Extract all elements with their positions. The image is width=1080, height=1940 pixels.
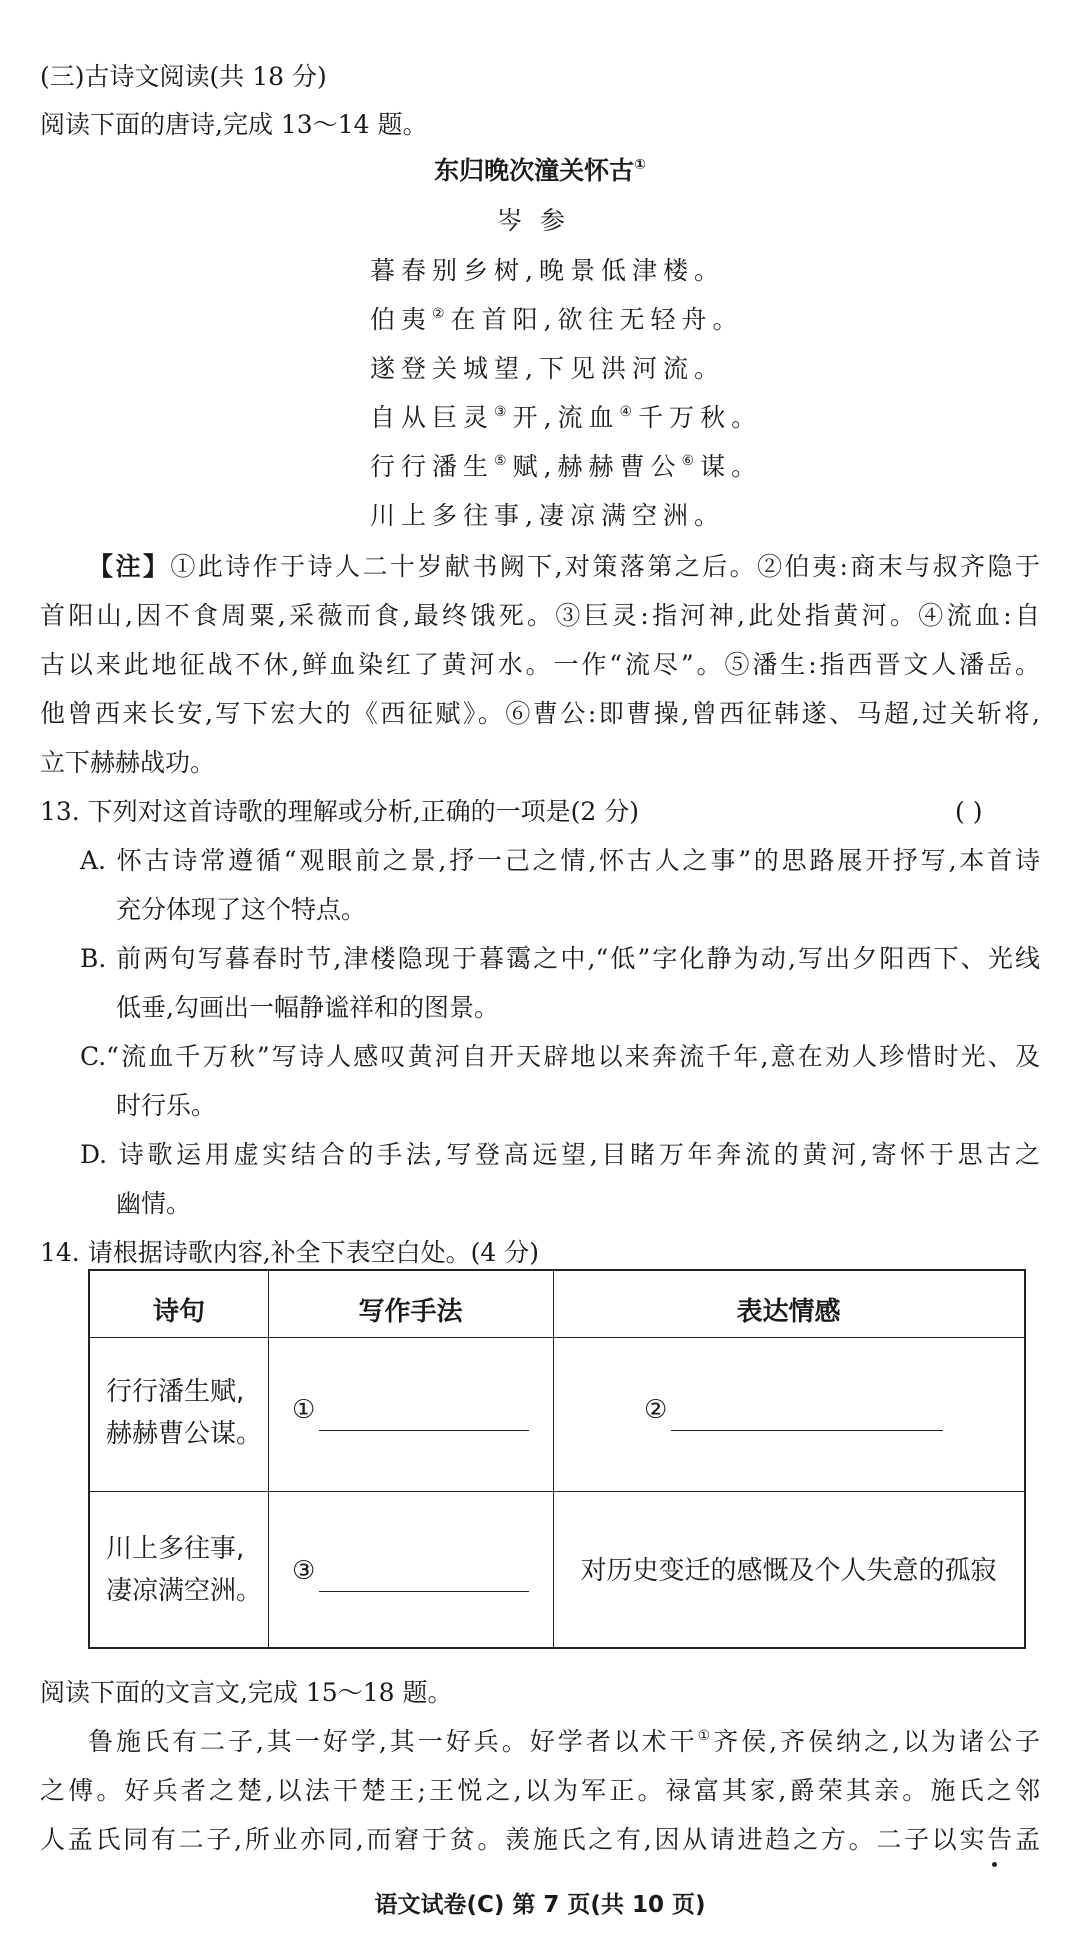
poem-line-text: 伯夷: [370, 305, 433, 334]
note-line: 他曾西来长安,写下宏大的《西征赋》。⑥曹公:即曹操,曾西征韩遂、马超,过关斩将,: [40, 699, 1040, 728]
note-line: 首阳山,因不食周粟,采薇而食,最终饿死。③巨灵:指河神,此处指黄河。④流血:自: [40, 601, 1040, 630]
option-d-cont: 幽情。: [116, 1189, 192, 1218]
note-mark: ①: [697, 1728, 714, 1744]
note-mark: ③: [494, 404, 513, 420]
prose-intro: 阅读下面的文言文,完成 15～18 题。: [40, 1678, 453, 1707]
table-header-emotion: 表达情感: [736, 1297, 841, 1327]
note-label: 【注】: [88, 552, 171, 581]
poem-line-text: 谋。: [700, 452, 763, 481]
poem-line-text: 自从巨灵: [370, 403, 495, 432]
answer-blank-line[interactable]: [319, 1402, 529, 1431]
prose-line: [88, 1729, 1040, 1754]
poem-line-text: 川上多往事,凄凉满空洲。: [370, 501, 725, 530]
option-b[interactable]: B. 前两句写暮春时节,津楼隐现于暮霭之中,“低”字化静为动,写出夕阳西下、光线: [80, 944, 1040, 973]
poem-line: [370, 258, 725, 283]
table-cell-emotion: 对历史变迁的感慨及个人失意的孤寂: [580, 1556, 997, 1586]
table-rule: [90, 1337, 1024, 1338]
table-cell-verse: [106, 1371, 262, 1455]
page-footer: 语文试卷(C) 第 7 页(共 10 页): [374, 1892, 706, 1918]
answer-blank-line[interactable]: [671, 1402, 943, 1431]
option-d[interactable]: D. 诗歌运用虚实结合的手法,写登高远望,目睹万年奔流的黄河,寄怀于思古之: [80, 1140, 1040, 1169]
prose-line: 人孟氏同有二子,所业亦同,而窘于贫。羡施氏之有,因从请进趋之方。二子以实告孟: [40, 1825, 1040, 1854]
prose-line: 之傅。好兵者之楚,以法干楚王;王悦之,以为军正。禄富其家,爵荣其亲。施氏之邻: [40, 1776, 1040, 1805]
poem-line-text: 赋,赫赫曹公: [512, 452, 682, 481]
blank-number: ②: [644, 1395, 668, 1425]
poem-line-text: 开,流血: [512, 403, 620, 432]
poem-author: 岑参: [496, 206, 583, 235]
option-c[interactable]: C.“流血千万秋”写诗人感叹黄河自开天辟地以来奔流千年,意在劝人珍惜时光、及: [80, 1042, 1040, 1071]
poem-title-note-mark: ①: [634, 157, 646, 173]
option-a[interactable]: A. 怀古诗常遵循“观眼前之景,抒一己之情,怀古人之事”的思路展开抒写,本首诗: [80, 846, 1040, 875]
note-line: 立下赫赫战功。: [40, 748, 216, 777]
answer-blank-line[interactable]: [319, 1563, 529, 1592]
note-line: 古以来此地征战不休,鲜血染红了黄河水。一作“流尽”。⑤潘生:指西晋文人潘岳。: [40, 650, 1040, 679]
option-c-cont: 时行乐。: [116, 1091, 217, 1120]
table-rule: [90, 1491, 1024, 1492]
note-mark: ④: [619, 404, 639, 420]
answer-blank[interactable]: ( ): [955, 797, 983, 826]
table-cell-emotion[interactable]: [644, 1389, 943, 1431]
poem-title: [0, 158, 1080, 183]
page-dot: [992, 1862, 997, 1867]
poem-title-text: 东归晚次潼关怀古: [434, 156, 635, 185]
poem-intro: 阅读下面的唐诗,完成 13～14 题。: [40, 110, 428, 139]
poem-line-text: 行行潘生: [370, 452, 495, 481]
poem-line: [370, 454, 762, 479]
blank-number: ③: [292, 1556, 316, 1586]
verse-line: 川上多往事,: [106, 1534, 245, 1564]
note-mark: ⑥: [681, 453, 701, 469]
poem-line-text: 暮春别乡树,晚景低津楼。: [370, 256, 725, 285]
section-heading: (三)古诗文阅读(共 18 分): [40, 62, 327, 91]
prose-text: 齐侯,齐侯纳之,以为诸公子: [713, 1727, 1040, 1756]
poem-line-text: 遂登关城望,下见洪河流。: [370, 354, 725, 383]
table-header-technique: 写作手法: [358, 1297, 463, 1327]
prose-text: 鲁施氏有二子,其一好学,其一好兵。好学者以术干: [88, 1727, 698, 1756]
option-b-cont: 低垂,勾画出一幅静谧祥和的图景。: [116, 993, 499, 1022]
table-cell-technique[interactable]: [292, 1550, 529, 1592]
blank-number: ①: [292, 1395, 316, 1425]
option-a-cont: 充分体现了这个特点。: [116, 895, 367, 924]
answer-table: [88, 1269, 1026, 1649]
poem-line: [370, 405, 762, 430]
note-mark: ⑤: [494, 453, 513, 469]
note-text: ①此诗作于诗人二十岁献书阙下,对策落第之后。②伯夷:商末与叔齐隐于: [170, 552, 1040, 581]
table-header-verse: 诗句: [152, 1297, 205, 1327]
question-14-stem: 14. 请根据诗歌内容,补全下表空白处。(4 分): [40, 1238, 540, 1267]
note-mark: ②: [432, 306, 451, 322]
verse-line: 赫赫曹公谋。: [106, 1419, 263, 1449]
verse-line: 凄凉满空洲。: [106, 1576, 263, 1606]
note-line: [88, 554, 1040, 579]
table-cell-technique[interactable]: [292, 1389, 529, 1431]
verse-line: 行行潘生赋,: [106, 1377, 245, 1407]
table-cell-verse: [106, 1528, 262, 1612]
poem-line-text: 千万秋。: [638, 403, 763, 432]
poem-line: [370, 503, 725, 528]
question-13-stem: 13. 下列对这首诗歌的理解或分析,正确的一项是(2 分): [40, 797, 640, 826]
poem-line: [370, 356, 725, 381]
poem-line: [370, 307, 744, 332]
poem-line-text: 在首阳,欲往无轻舟。: [450, 305, 744, 334]
